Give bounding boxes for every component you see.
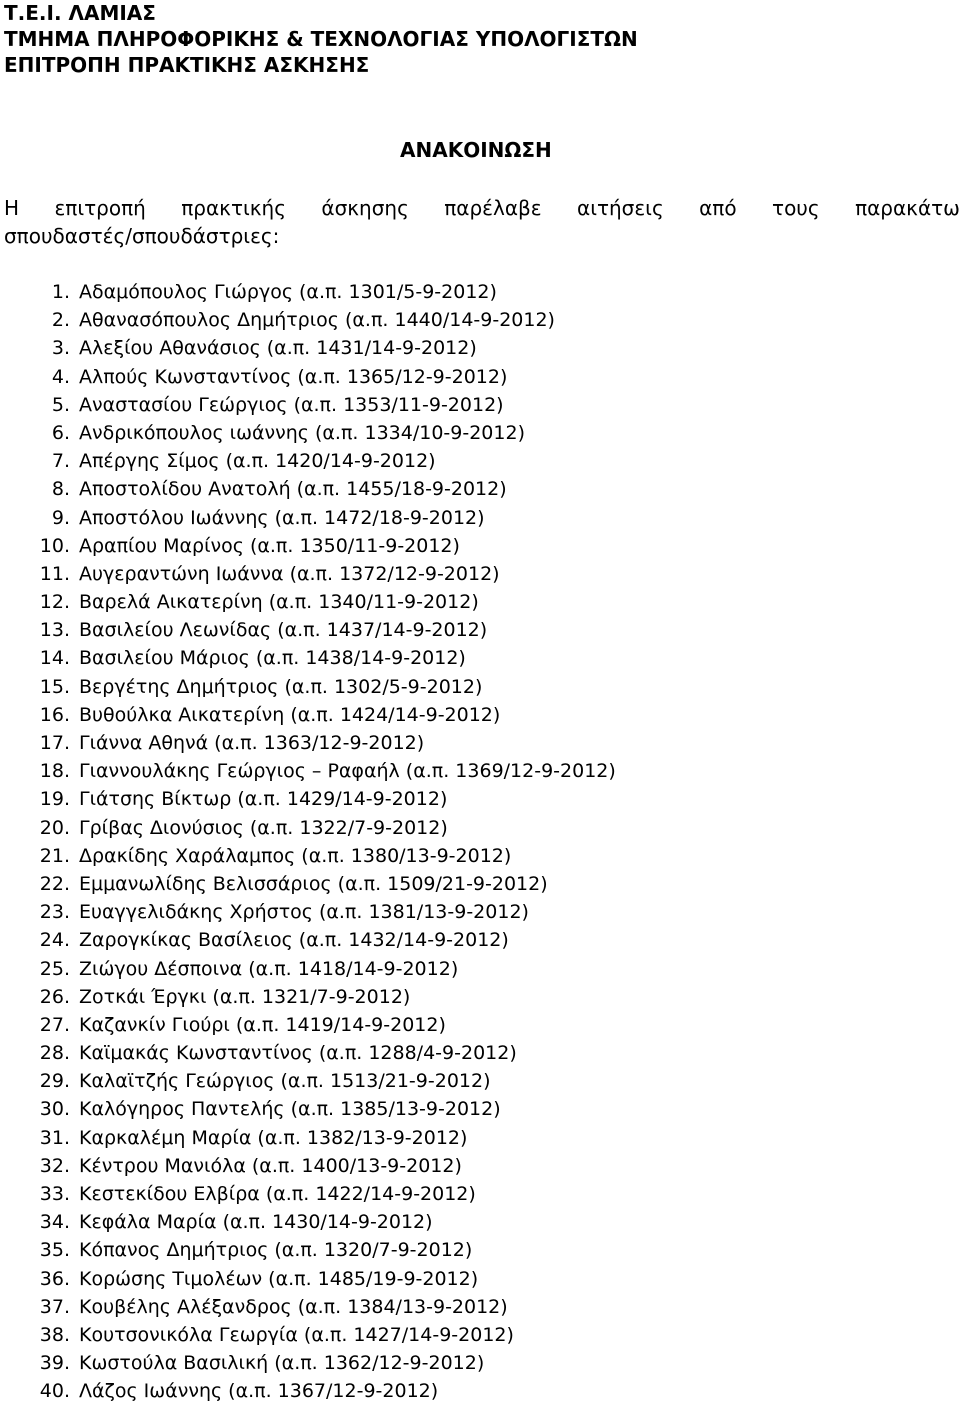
list-item-number: 36. [39, 1267, 70, 1290]
list-item-text: Γιαννουλάκης Γεώργιος – Ραφαήλ (α.π. 1369/12-9-2012) [79, 760, 616, 783]
list-item-text: Καρκαλέμη Μαρία (α.π. 1382/13-9-2012) [79, 1126, 468, 1149]
list-item-number: 11. [39, 562, 70, 585]
document-header [4, 0, 638, 78]
list-item-text: Κέντρου Μανιόλα (α.π. 1400/13-9-2012) [79, 1154, 462, 1177]
list-item-number: 37. [39, 1295, 70, 1318]
list-item-number: 28. [39, 1042, 70, 1065]
list-item-text: Βαρελά Αικατερίνη (α.π. 1340/11-9-2012) [79, 591, 479, 614]
intro-word: από [699, 196, 737, 220]
list-item-number: 6. [51, 421, 70, 444]
list-item-number: 16. [39, 703, 70, 726]
list-item-text: Βασιλείου Λεωνίδας (α.π. 1437/14-9-2012) [79, 619, 488, 642]
intro-word: παρακάτω [855, 196, 960, 220]
list-item-number: 33. [39, 1183, 70, 1205]
list-item-text: Αδαμόπουλος Γιώργος (α.π. 1301/5-9-2012) [79, 281, 497, 303]
list-item-number: 31. [39, 1126, 70, 1149]
list-item-text: Κουτσονικόλα Γεωργία (α.π. 1427/14-9-2012) [79, 1323, 514, 1346]
list-item-number: 3. [51, 337, 70, 360]
list-item-number: 2. [51, 309, 70, 332]
list-item-number: 21. [39, 844, 70, 867]
list-item-text: Κορώσης Τιμολέων (α.π. 1485/19-9-2012) [79, 1267, 479, 1290]
list-item-text: Αλεξίου Αθανάσιος (α.π. 1431/14-9-2012) [79, 337, 477, 360]
institution-name: Τ.Ε.Ι. ΛΑΜΙΑΣ [4, 1, 156, 25]
list-item-number: 23. [39, 901, 70, 924]
list-item-number: 8. [51, 478, 70, 501]
list-item-number: 27. [39, 1013, 70, 1036]
intro-word: Η [4, 196, 20, 220]
list-item-number: 14. [39, 647, 70, 670]
list-item-text: Αθανασόπουλος Δημήτριος (α.π. 1440/14-9-2012) [79, 309, 555, 332]
list-item-text: Κεστεκίδου Ελβίρα (α.π. 1422/14-9-2012) [79, 1183, 476, 1205]
list-item-text: Καϊμακάς Κωνσταντίνος (α.π. 1288/4-9-2012) [79, 1042, 517, 1065]
list-item-text: Βεργέτης Δημήτριος (α.π. 1302/5-9-2012) [79, 675, 483, 698]
list-item-text: Εμμανωλίδης Βελισσάριος (α.π. 1509/21-9-2012) [79, 872, 548, 895]
list-item-text: Γιάννα Αθηνά (α.π. 1363/12-9-2012) [79, 732, 425, 754]
list-item-text: Αποστολίδου Ανατολή (α.π. 1455/18-9-2012) [79, 478, 507, 501]
list-item-number: 39. [39, 1352, 70, 1375]
list-item-number: 32. [39, 1154, 70, 1177]
list-item-text: Γρίβας Διονύσιος (α.π. 1322/7-9-2012) [79, 816, 448, 839]
department-name: ΤΜΗΜΑ ΠΛΗΡΟΦΟΡΙΚΗΣ & ΤΕΧΝΟΛΟΓΙΑΣ ΥΠΟΛΟΓΙΣΤΩΝ [4, 27, 638, 51]
list-item-number: 4. [51, 365, 70, 388]
intro-word: τους [772, 196, 820, 220]
announcement-title: ΑΝΑΚΟΙΝΩΣΗ [400, 138, 552, 162]
list-item-number: 7. [51, 450, 70, 473]
list-item-number: 20. [39, 816, 70, 839]
list-item-number: 15. [39, 675, 70, 698]
list-item-number: 13. [39, 619, 70, 642]
list-item-text: Βασιλείου Μάριος (α.π. 1438/14-9-2012) [79, 647, 466, 670]
list-item-number: 25. [39, 957, 70, 980]
list-item-text: Κουβέλης Αλέξανδρος (α.π. 1384/13-9-2012) [79, 1295, 508, 1318]
list-item-number: 17. [39, 732, 70, 754]
list-item-text: Καλόγηρος Παντελής (α.π. 1385/13-9-2012) [79, 1098, 501, 1121]
list-item-text: Αυγεραντώνη Ιωάννα (α.π. 1372/12-9-2012) [79, 562, 500, 585]
list-item-text: Αλπούς Κωνσταντίνος (α.π. 1365/12-9-2012) [79, 365, 508, 388]
list-item-number: 38. [39, 1323, 70, 1346]
list-item-number: 24. [39, 929, 70, 952]
list-item-text: Ανδρικόπουλος ιωάννης (α.π. 1334/10-9-2012) [79, 421, 525, 444]
list-item-number: 12. [39, 591, 70, 614]
list-item-number: 34. [39, 1211, 70, 1234]
intro-text-line2: σπουδαστές/σπουδάστριες: [4, 224, 280, 248]
intro-word: αιτήσεις [577, 196, 664, 220]
committee-name: ΕΠΙΤΡΟΠΗ ΠΡΑΚΤΙΚΗΣ ΑΣΚΗΣΗΣ [4, 53, 370, 77]
list-item-text: Γιάτσης Βίκτωρ (α.π. 1429/14-9-2012) [79, 788, 448, 811]
list-item-text: Αναστασίου Γεώργιος (α.π. 1353/11-9-2012) [79, 393, 504, 416]
list-item-text: Δρακίδης Χαράλαμπος (α.π. 1380/13-9-2012) [79, 844, 512, 867]
list-item-text: Αραπίου Μαρίνος (α.π. 1350/11-9-2012) [79, 534, 460, 557]
list-item-text: Κόπανος Δημήτριος (α.π. 1320/7-9-2012) [79, 1239, 473, 1262]
intro-text-line1 [4, 195, 960, 221]
list-item-number: 5. [51, 393, 70, 416]
list-item-text: Κεφάλα Μαρία (α.π. 1430/14-9-2012) [79, 1211, 433, 1234]
list-item-text: Αποστόλου Ιωάννης (α.π. 1472/18-9-2012) [79, 506, 485, 529]
list-item-text: Καζανκίν Γιούρι (α.π. 1419/14-9-2012) [79, 1013, 446, 1036]
list-item-number: 26. [39, 985, 70, 1008]
list-item-number: 18. [39, 760, 70, 783]
list-item-text: Ζαρογκίκας Βασίλειος (α.π. 1432/14-9-2012) [79, 929, 509, 952]
list-item-text: Κωστούλα Βασιλική (α.π. 1362/12-9-2012) [79, 1352, 485, 1375]
list-item-number: 22. [39, 872, 70, 895]
list-item-number: 35. [39, 1239, 70, 1262]
list-item-text: Βυθούλκα Αικατερίνη (α.π. 1424/14-9-2012) [79, 703, 501, 726]
list-item-number: 29. [39, 1070, 70, 1093]
list-item-text: Ζοτκάι Έργκι (α.π. 1321/7-9-2012) [79, 985, 411, 1008]
intro-word: παρέλαβε [444, 196, 542, 220]
list-item-number: 10. [39, 534, 70, 557]
list-item-text: Ζιώγου Δέσποινα (α.π. 1418/14-9-2012) [79, 957, 459, 980]
list-item-text: Ευαγγελιδάκης Χρήστος (α.π. 1381/13-9-2012) [79, 901, 529, 924]
list-item-number: 9. [51, 506, 70, 529]
intro-word: άσκησης [321, 196, 409, 220]
list-item-text: Καλαϊτζής Γεώργιος (α.π. 1513/21-9-2012) [79, 1070, 491, 1093]
list-item-number: 40. [39, 1380, 70, 1403]
list-item-text: Λάζος Ιωάννης (α.π. 1367/12-9-2012) [79, 1380, 439, 1403]
list-item-text: Απέργης Σίμος (α.π. 1420/14-9-2012) [79, 450, 436, 473]
list-item-number: 1. [51, 281, 70, 303]
intro-word: επιτροπή [54, 196, 146, 220]
list-item-number: 30. [39, 1098, 70, 1121]
list-item-number: 19. [39, 788, 70, 811]
intro-word: πρακτικής [181, 196, 286, 220]
